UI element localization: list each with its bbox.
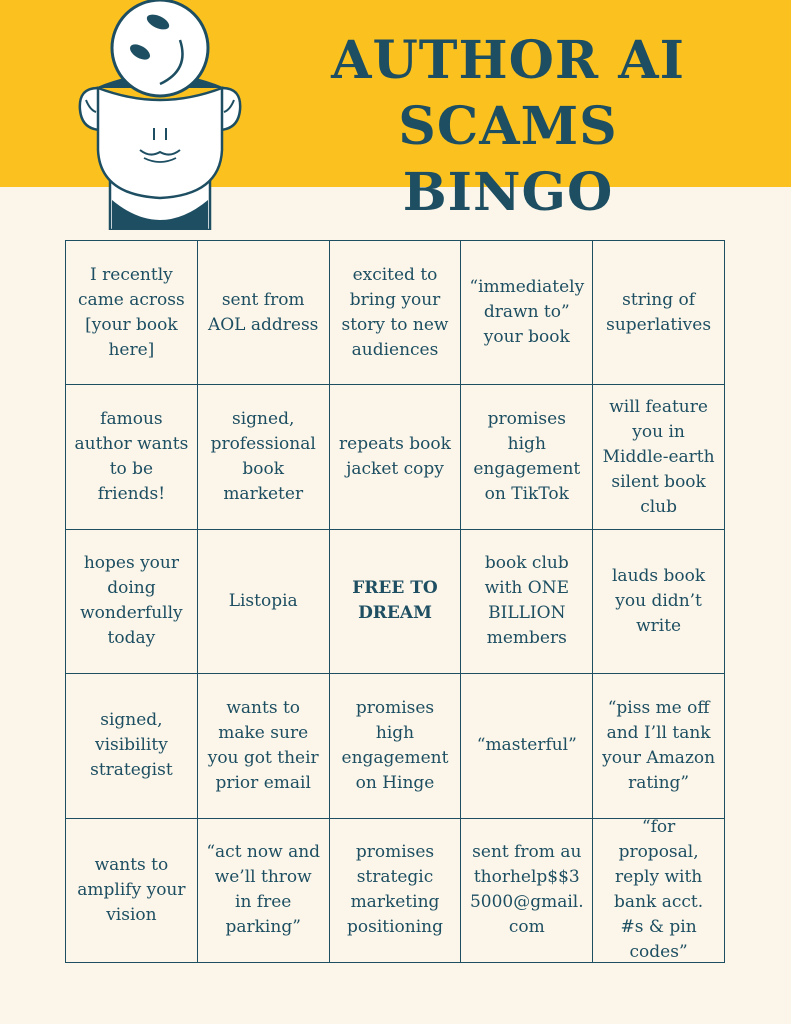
robot-head-icon [70, 0, 250, 230]
bingo-cell-text: wants to make sure you got their prior email [207, 697, 319, 793]
bingo-cell-text: sent from authorhelp$$35000@gmail.com [469, 842, 584, 938]
bingo-cell-text: famous author wants to be friends! [74, 409, 189, 505]
bingo-cell-text: “act now and we’ll throw in free parking” [206, 842, 321, 938]
bingo-cell [330, 674, 462, 818]
bingo-cell-text: hopes your doing wonderfully today [80, 553, 183, 649]
bingo-cell-text: “immediately drawn to” your book [469, 277, 585, 348]
bingo-cell-text: “for proposal, reply with bank acct. #s & pin codes” [614, 818, 704, 963]
bingo-cell-text: Listopia [228, 590, 298, 611]
bingo-cell [593, 385, 725, 529]
bingo-cell [461, 385, 593, 529]
bingo-cell [330, 819, 462, 963]
bingo-cell [66, 241, 198, 385]
bingo-cell-text: promises high engagement on TikTok [473, 409, 581, 505]
bingo-cell [198, 530, 330, 674]
bingo-cell [593, 819, 725, 963]
bingo-cell [461, 819, 593, 963]
bingo-cell-text: repeats book jacket copy [339, 434, 451, 480]
bingo-cell [66, 674, 198, 818]
bingo-cell [330, 385, 462, 529]
bingo-cell-text: will feature you in Middle-earth silent book club [602, 396, 715, 517]
title-line-1: AUTHOR AI SCAMS [331, 30, 685, 157]
bingo-cell [461, 674, 593, 818]
bingo-cell-text: book club with ONE BILLION members [484, 553, 569, 649]
bingo-cell-text: string of superlatives [606, 289, 712, 335]
bingo-cell-text: I recently came across [your book here] [78, 264, 185, 360]
bingo-cell-text: sent from AOL address [207, 289, 319, 335]
bingo-cell [198, 674, 330, 818]
bingo-cell [198, 241, 330, 385]
bingo-cell-text: signed, visibility strategist [90, 710, 173, 781]
bingo-cell-text: promises strategic marketing positioning [346, 842, 443, 938]
bingo-cell-text: “masterful” [476, 735, 577, 756]
bingo-cell [198, 385, 330, 529]
bingo-cell [593, 674, 725, 818]
bingo-cell-text: lauds book you didn’t write [612, 565, 706, 636]
bingo-cell [593, 241, 725, 385]
bingo-cell [66, 385, 198, 529]
bingo-cell-text: wants to amplify your vision [77, 854, 186, 925]
bingo-grid [65, 240, 725, 963]
title-line-2: BINGO [402, 162, 614, 223]
bingo-cell-text: “piss me off and I’ll tank your Amazon rating” [602, 697, 716, 793]
bingo-cell [66, 819, 198, 963]
bingo-cell [461, 241, 593, 385]
page-title [248, 28, 768, 226]
bingo-cell [198, 819, 330, 963]
bingo-cell-text: promises high engagement on Hinge [341, 697, 449, 793]
bingo-cell [461, 530, 593, 674]
bingo-cell-text: signed, professional book marketer [210, 409, 316, 505]
bingo-cell [330, 241, 462, 385]
bingo-free-cell [330, 530, 462, 674]
bingo-cell-text: FREE TO DREAM [352, 578, 438, 624]
bingo-cell-text: excited to bring your story to new audiences [341, 264, 449, 360]
bingo-cell [593, 530, 725, 674]
bingo-cell [66, 530, 198, 674]
